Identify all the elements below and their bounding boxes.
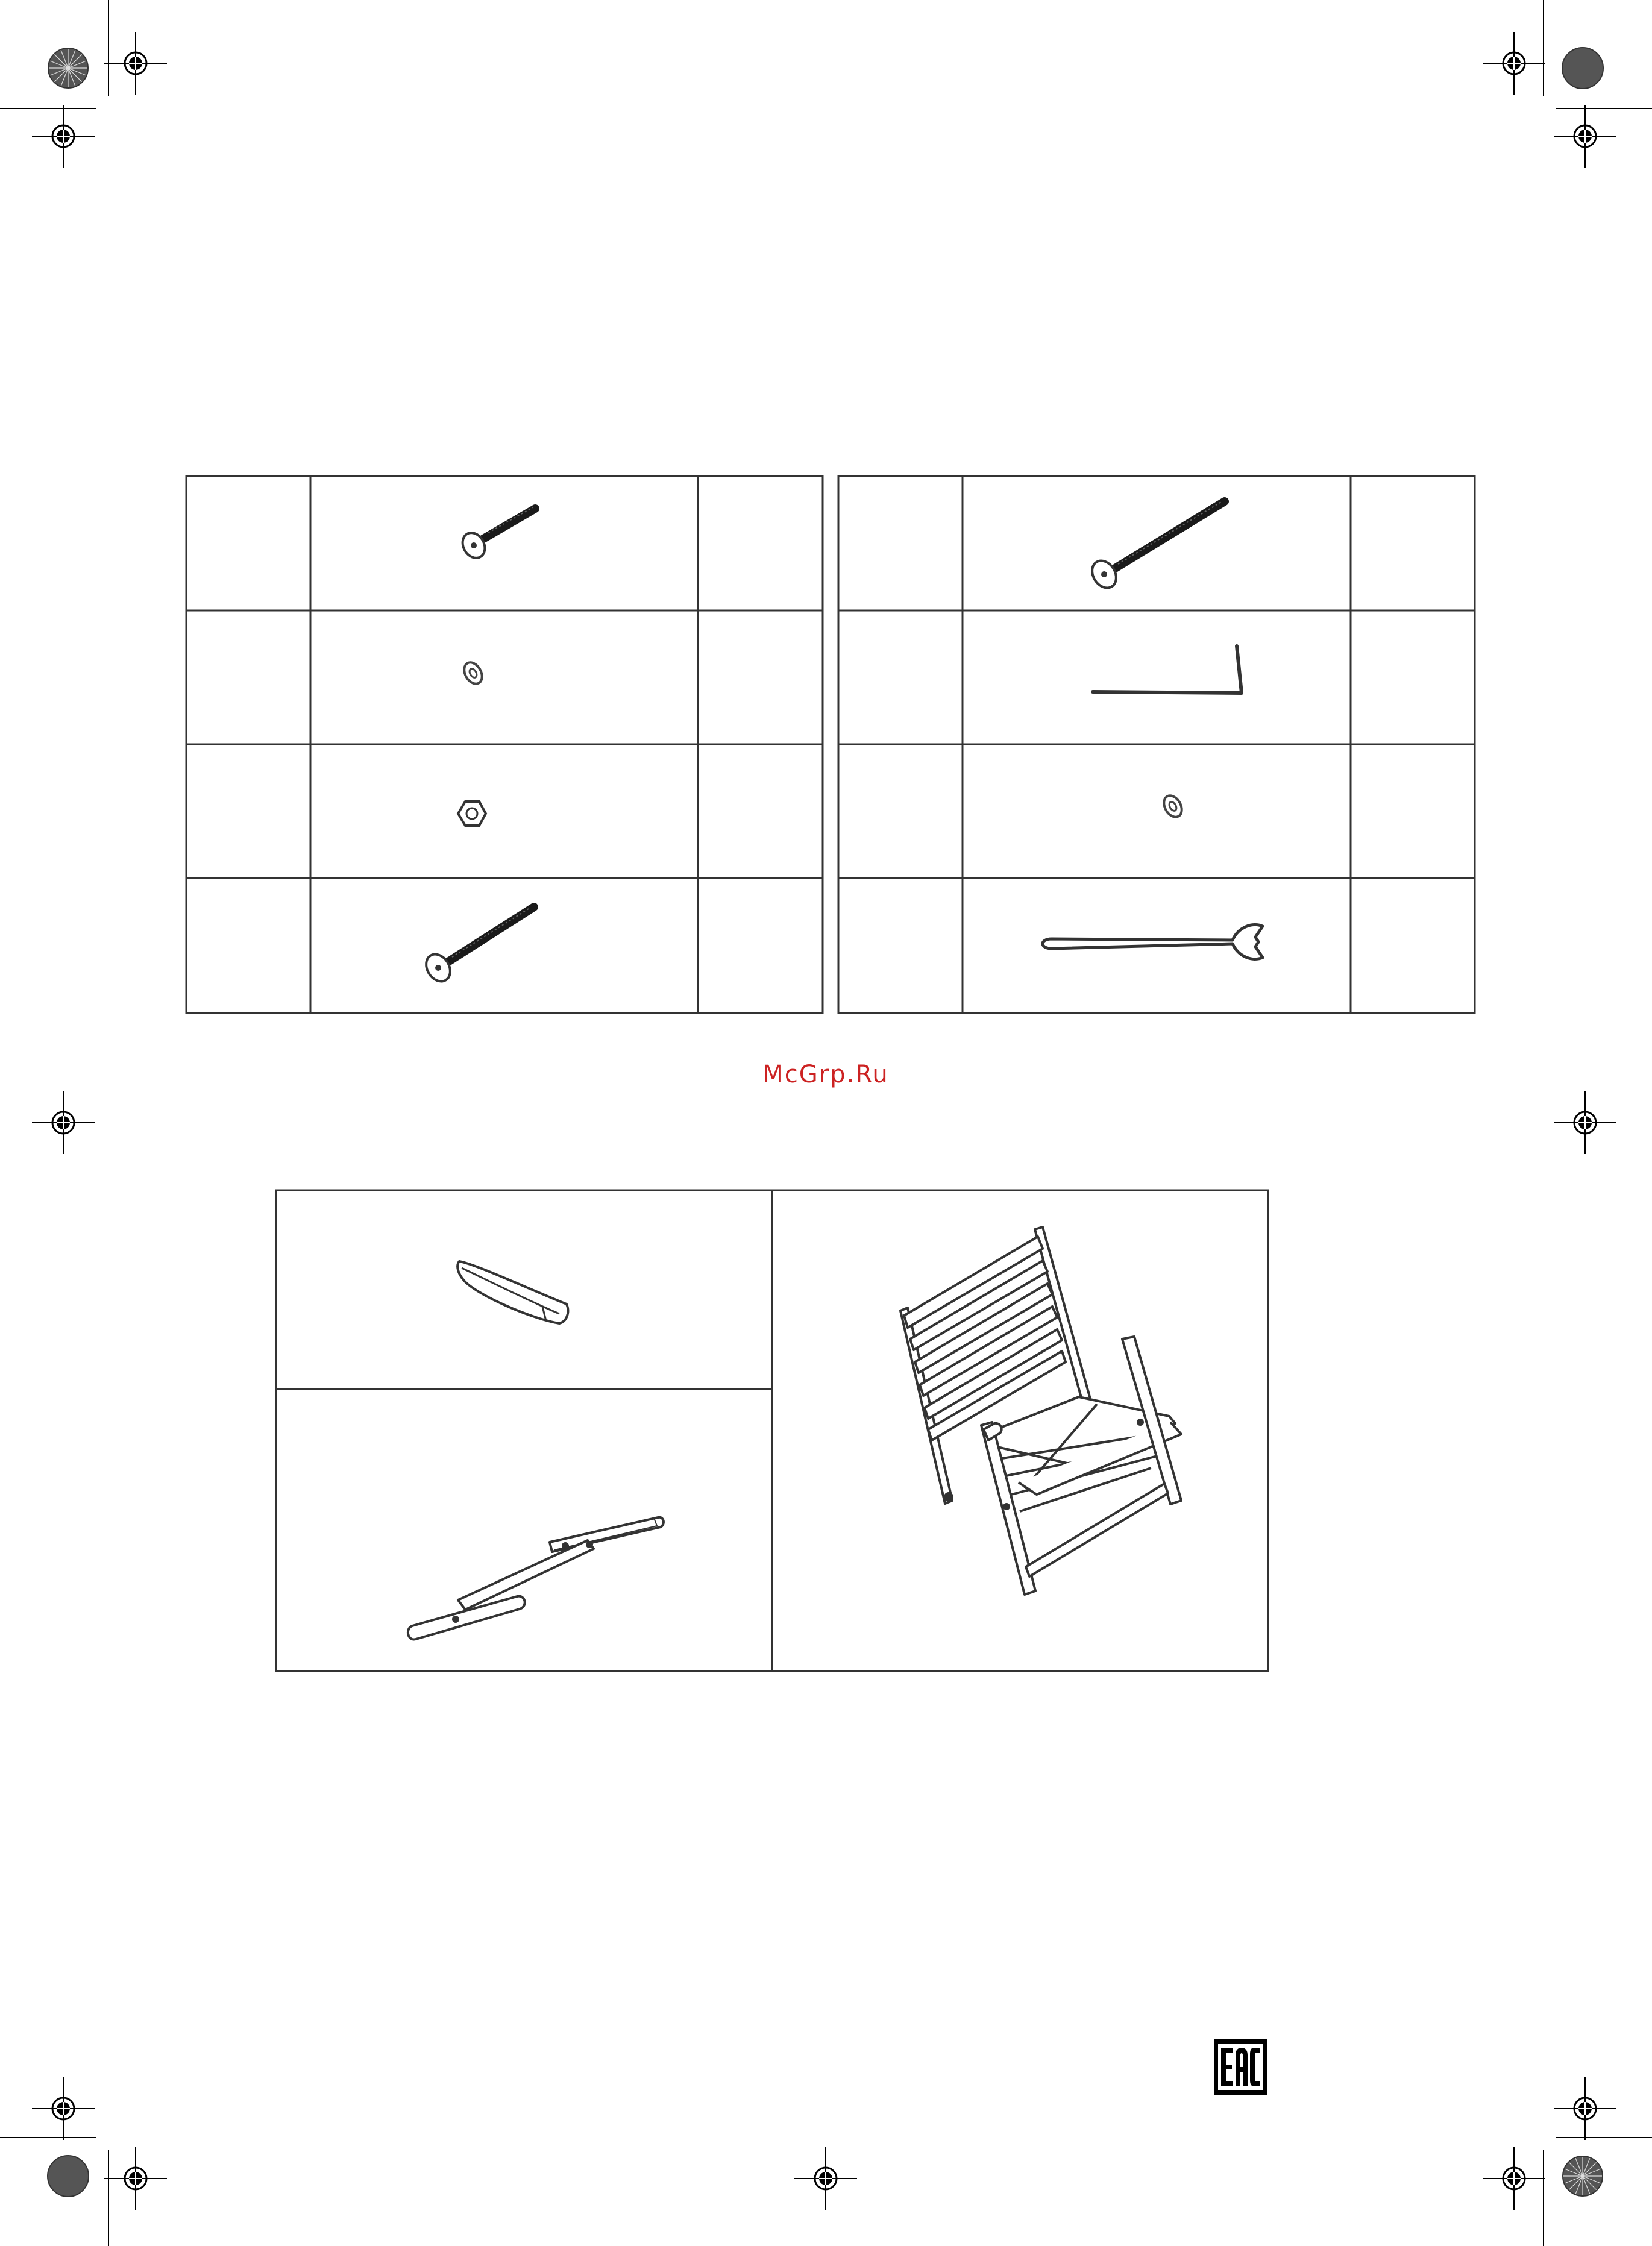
hex-key-icon: [1093, 646, 1242, 693]
leg-frame-part-icon: [408, 1517, 664, 1640]
hardware-table-left: [186, 476, 823, 1013]
assembled-folding-chair-icon: [900, 1227, 1181, 1595]
washer-icon: [460, 659, 486, 687]
hardware-table-right: [838, 476, 1475, 1013]
print-patches: [48, 48, 1603, 2197]
hex-nut-icon: [458, 801, 486, 826]
armrest-part-icon: [457, 1261, 568, 1323]
open-end-wrench-icon: [1043, 925, 1263, 959]
long-bolt-icon: [458, 507, 535, 562]
registration-marks: [32, 32, 1616, 2210]
eac-mark-icon: [1214, 2039, 1267, 2095]
long-bolt-icon: [421, 907, 534, 986]
washer-icon: [1160, 792, 1186, 820]
extra-long-bolt-icon: [1087, 501, 1225, 592]
watermark-text: McGrp.Ru: [762, 1061, 889, 1088]
